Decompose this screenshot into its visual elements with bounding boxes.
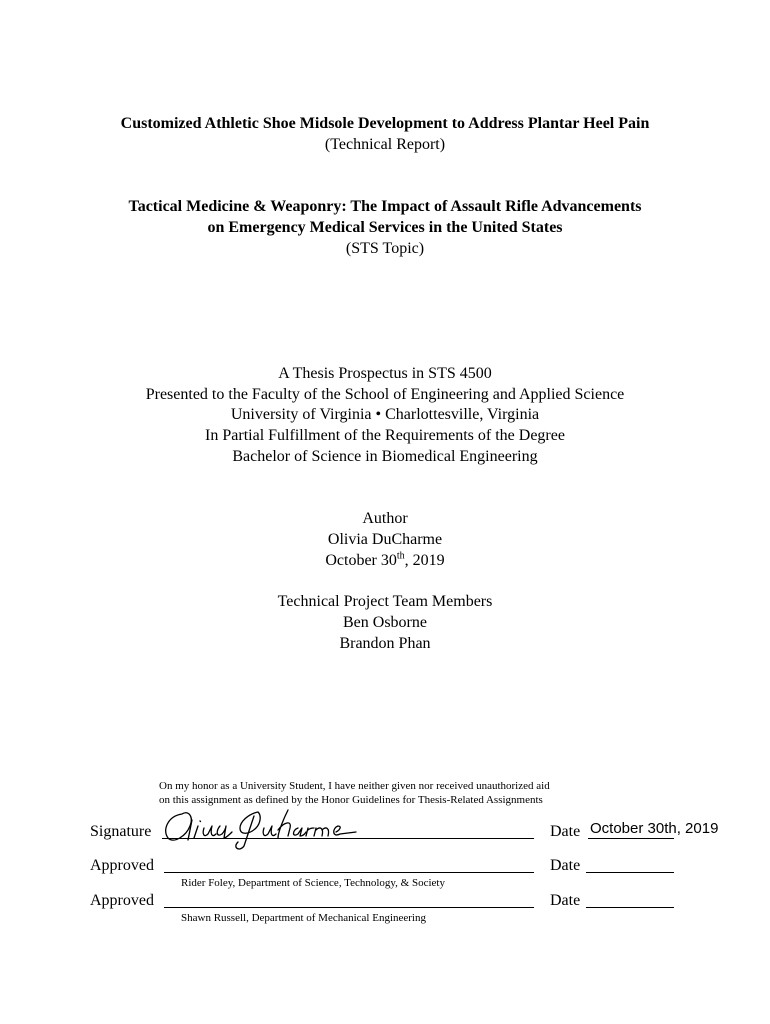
technical-report-title: Customized Athletic Shoe Midsole Development to Address Plantar Heel Pain (120, 115, 650, 132)
approval-2-date-label: Date (550, 892, 581, 909)
signature-date-line (588, 838, 674, 839)
honor-pledge-line1: On my honor as a University Student, I have neither given nor received unauthorized aid (159, 780, 550, 792)
approval-1-label: Approved (90, 857, 154, 874)
author-name: Olivia DuCharme (327, 531, 443, 548)
sts-topic-title-line1: Tactical Medicine & Weaponry: The Impact of Assault Rifle Advancements (128, 198, 642, 215)
handwritten-signature (160, 806, 370, 852)
team-label: Technical Project Team Members (277, 593, 493, 610)
approval-1-date-label: Date (550, 857, 581, 874)
signature-date-label: Date (550, 823, 581, 840)
author-date-suffix: th (396, 550, 405, 562)
author-date-month-day: October 30 (325, 552, 397, 569)
signature-date-value: October 30th, 2019 (590, 820, 719, 837)
author-date (0, 550, 770, 571)
approval-2-line (164, 907, 534, 908)
prospectus-line-1: A Thesis Prospectus in STS 4500 (278, 365, 492, 382)
approval-1-date-line (586, 872, 674, 873)
team-member: Ben Osborne (343, 614, 427, 631)
approval-1-line (164, 872, 534, 873)
approval-2-name: Shawn Russell, Department of Mechanical Engineering (181, 912, 426, 924)
author-label: Author (362, 510, 408, 527)
honor-pledge-line2: on this assignment as defined by the Honor Guidelines for Thesis-Related Assignments (159, 794, 543, 806)
team-member: Brandon Phan (339, 635, 431, 652)
prospectus-line-5: Bachelor of Science in Biomedical Engineering (232, 448, 538, 465)
technical-report-subtitle: (Technical Report) (324, 136, 446, 153)
prospectus-line-2: Presented to the Faculty of the School of Engineering and Applied Science (145, 386, 625, 403)
prospectus-line-4: In Partial Fulfillment of the Requirements of the Degree (205, 427, 565, 444)
sts-topic-subtitle: (STS Topic) (345, 240, 425, 257)
approval-2-date-line (586, 907, 674, 908)
author-date-year: , 2019 (404, 552, 445, 569)
approval-1-name: Rider Foley, Department of Science, Technology, & Society (181, 877, 445, 889)
prospectus-line-3: University of Virginia • Charlottesville, Virginia (230, 406, 540, 423)
sts-topic-title-line2: on Emergency Medical Services in the United States (207, 219, 563, 236)
signature-label: Signature (90, 823, 152, 840)
approval-2-label: Approved (90, 892, 154, 909)
